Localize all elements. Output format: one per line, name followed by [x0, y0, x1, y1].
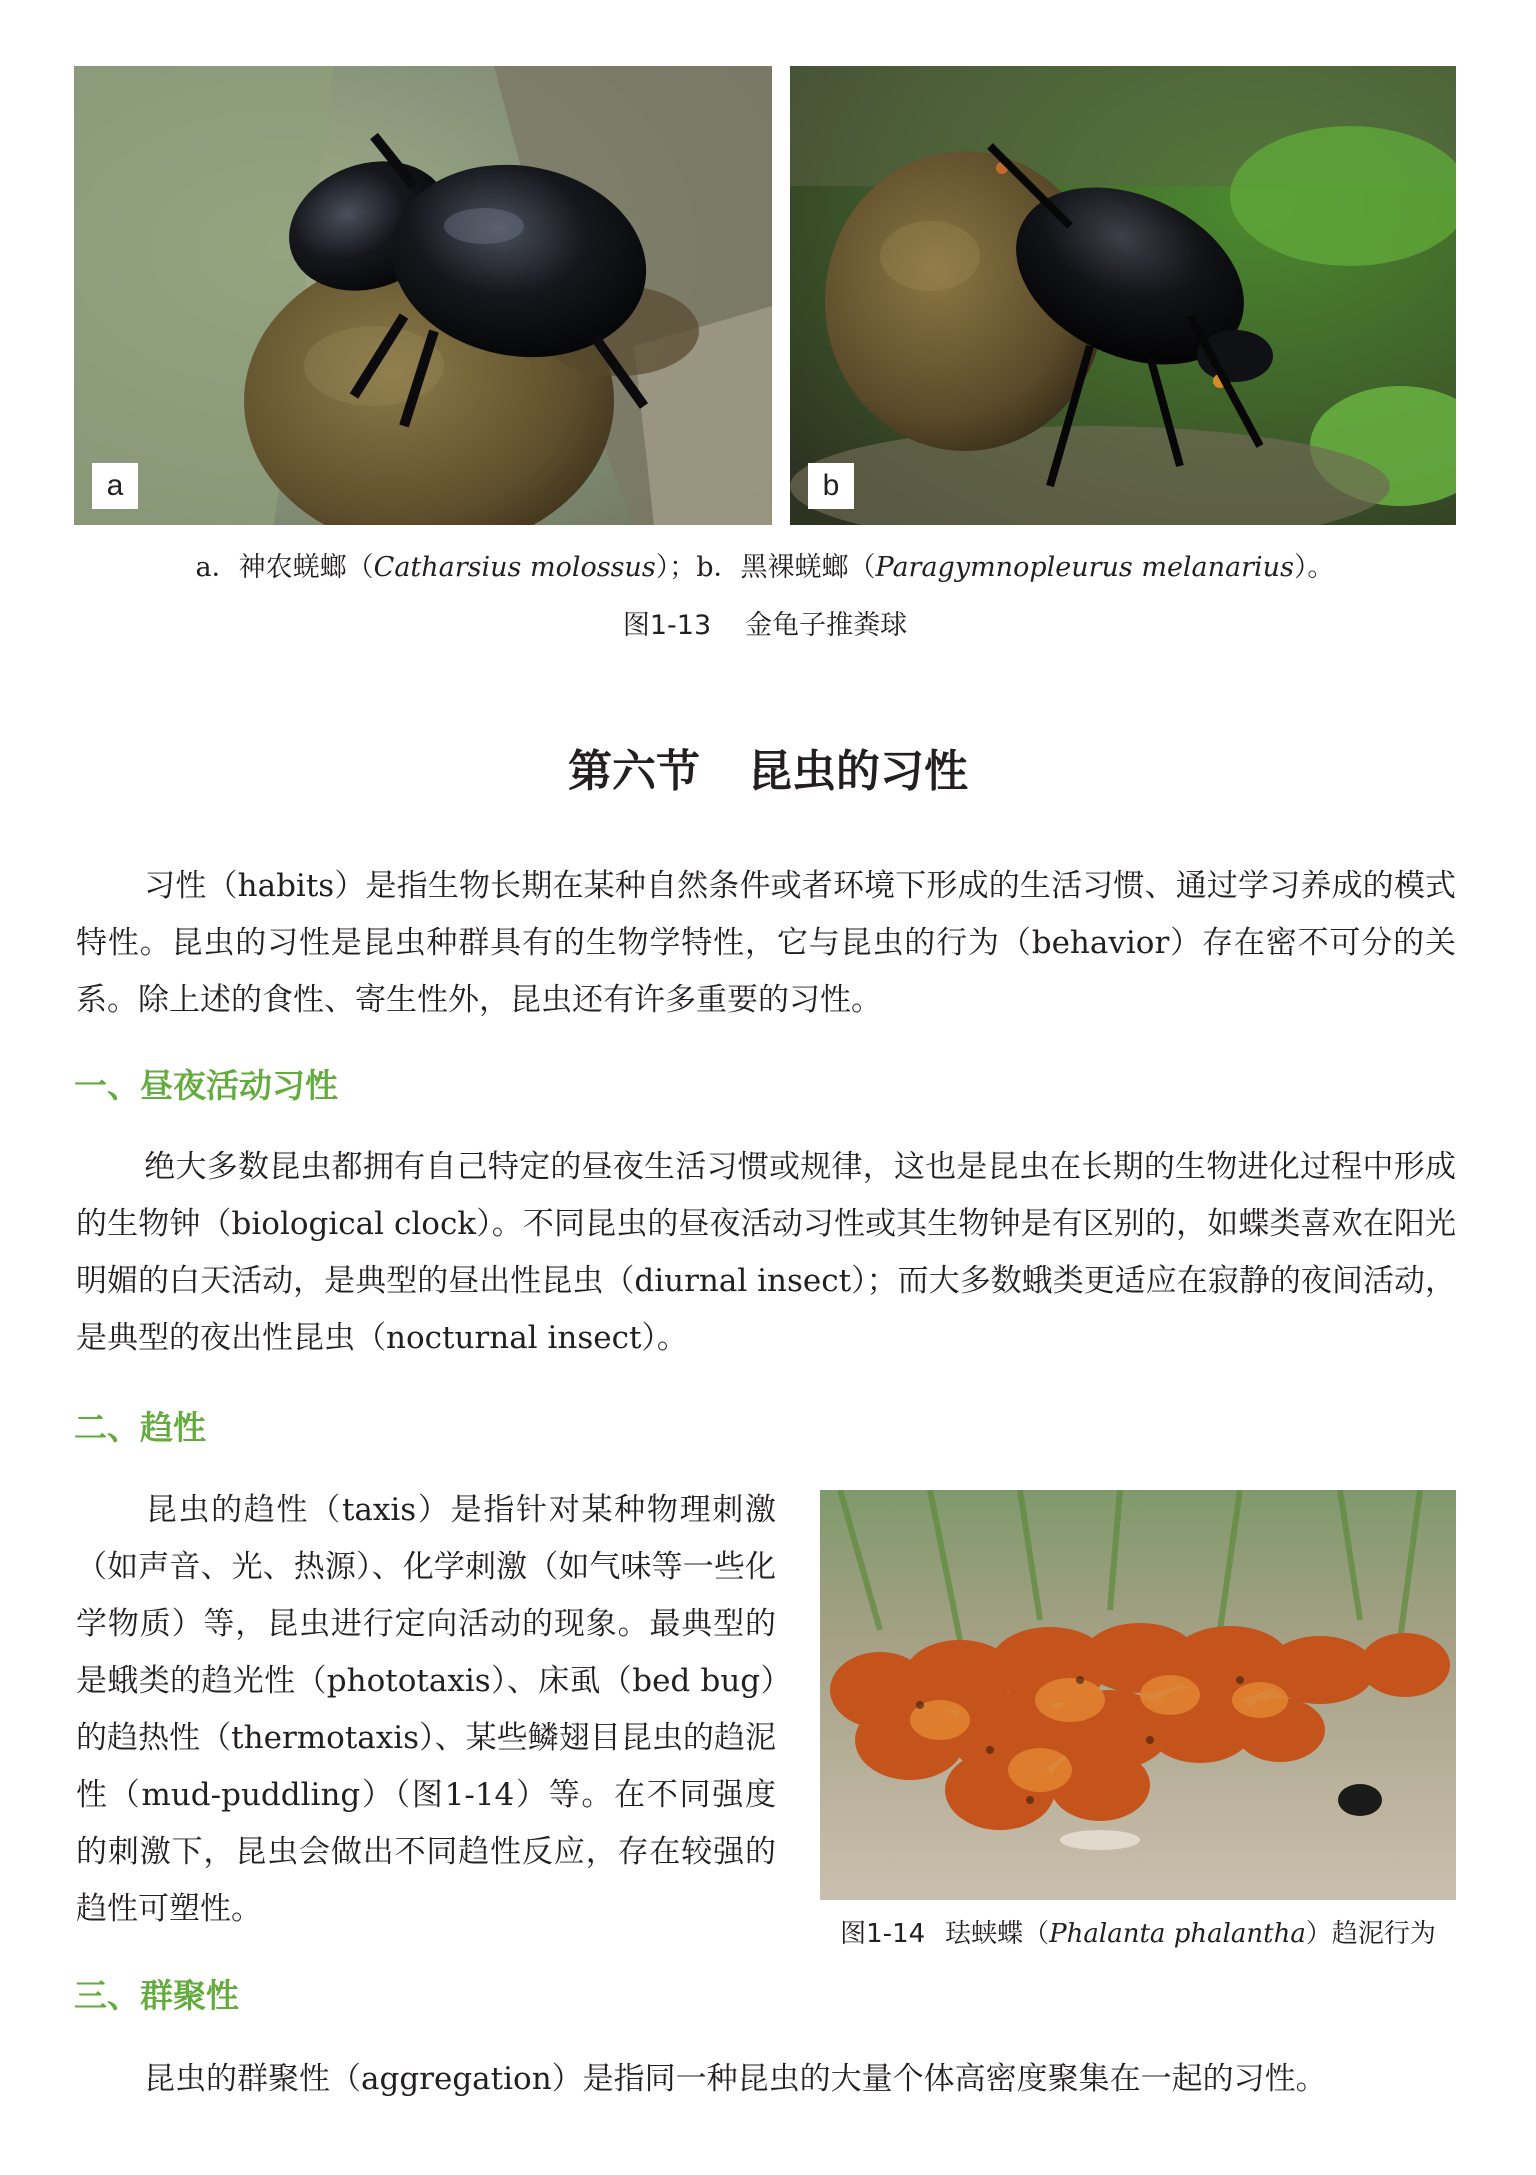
- figure-1-13-caption: [74, 606, 1456, 646]
- subsection-1-heading: 一、昼夜活动习性: [74, 1066, 338, 1105]
- subsection-3-heading: 三、群聚性: [74, 1976, 239, 2015]
- intro-paragraph-text: 习性（habits）是指生物长期在某种自然条件或者环境下形成的生活习惯、通过学习养成的模式特性。昆虫的习性是昆虫种群具有的生物学特性，它与昆虫的行为（behavior）存在密不可分的关系。除上述的食性、寄生性外，昆虫还有许多重要的习性。: [76, 868, 1456, 1018]
- subsection-2-heading: 二、趋性: [74, 1408, 206, 1447]
- subsection-3-paragraph: [76, 2051, 1456, 2108]
- dung-beetle-a-image: [74, 66, 772, 525]
- intro-paragraph: [76, 858, 1456, 1029]
- subsection-3-text: 昆虫的群聚性（aggregation）是指同一种昆虫的大量个体高密度聚集在一起的习性。: [144, 2061, 1327, 2097]
- subcaption-a-species: Catharsius molossus: [373, 552, 656, 583]
- figure-1-13-title: 金龟子推粪球: [745, 610, 908, 641]
- section-title: [0, 742, 1536, 802]
- figure-1-13-subcaption: [74, 548, 1456, 588]
- subsection-2-paragraph: [76, 1482, 776, 1938]
- subcaption-b-prefix: b．黑裸蜣螂（: [696, 552, 876, 583]
- subsection-1-text: 绝大多数昆虫都拥有自己特定的昼夜生活习惯或规律，这也是昆虫在长期的生物进化过程中形成的生物钟（biological clock）。不同昆虫的昼夜活动习性或其生物钟是有区别的，如蝶类喜欢在阳光明媚的白天活动，是典型的昼出性昆虫（diurnal insect）；而大多数蛾类更适应在寂静的夜间活动，是典型的夜出性昆虫（nocturnal insect）。: [76, 1149, 1456, 1356]
- figure-1-13-number: 图1-13: [622, 610, 712, 641]
- subsection-1-paragraph: [76, 1139, 1456, 1367]
- section-number: 第六节: [568, 746, 700, 797]
- figure-1-14-number: 图1-14: [840, 1919, 926, 1949]
- dung-beetle-photo-a: [74, 66, 772, 525]
- subcaption-b-suffix: ）。: [1293, 552, 1335, 583]
- subsection-2-text: 昆虫的趋性（taxis）是指针对某种物理刺激（如声音、光、热源）、化学刺激（如气味等一些化学物质）等，昆虫进行定向活动的现象。最典型的是蛾类的趋光性（phototaxis）、床虱（bed bug）的趋热性（thermotaxis）、某些鳞翅目昆虫的趋泥性（mud-puddling）（图1-14）等。在不同强度的刺激下，昆虫会做出不同趋性反应，存在较强的趋性可塑性。: [76, 1492, 776, 1927]
- subcaption-b-species: Paragymnopleurus melanarius: [875, 552, 1294, 583]
- subcaption-a-suffix: ）；: [655, 552, 697, 583]
- butterfly-mud-puddling-photo: [820, 1490, 1456, 1900]
- figure-1-14-species: Phalanta phalantha: [1049, 1919, 1306, 1949]
- dung-beetle-photo-b: [790, 66, 1456, 525]
- figure-1-14-caption: [806, 1914, 1470, 1954]
- figure-1-14-prefix: 珐蛱蝶（: [945, 1919, 1050, 1949]
- figure-1-14-suffix: ）趋泥行为: [1305, 1919, 1436, 1949]
- subcaption-a-prefix: a．神农蜣螂（: [195, 552, 374, 583]
- panel-label-b: b: [808, 463, 854, 509]
- butterfly-image: [820, 1490, 1456, 1900]
- section-name: 昆虫的习性: [748, 746, 968, 797]
- panel-label-a: a: [92, 463, 138, 509]
- dung-beetle-b-image: [790, 66, 1456, 525]
